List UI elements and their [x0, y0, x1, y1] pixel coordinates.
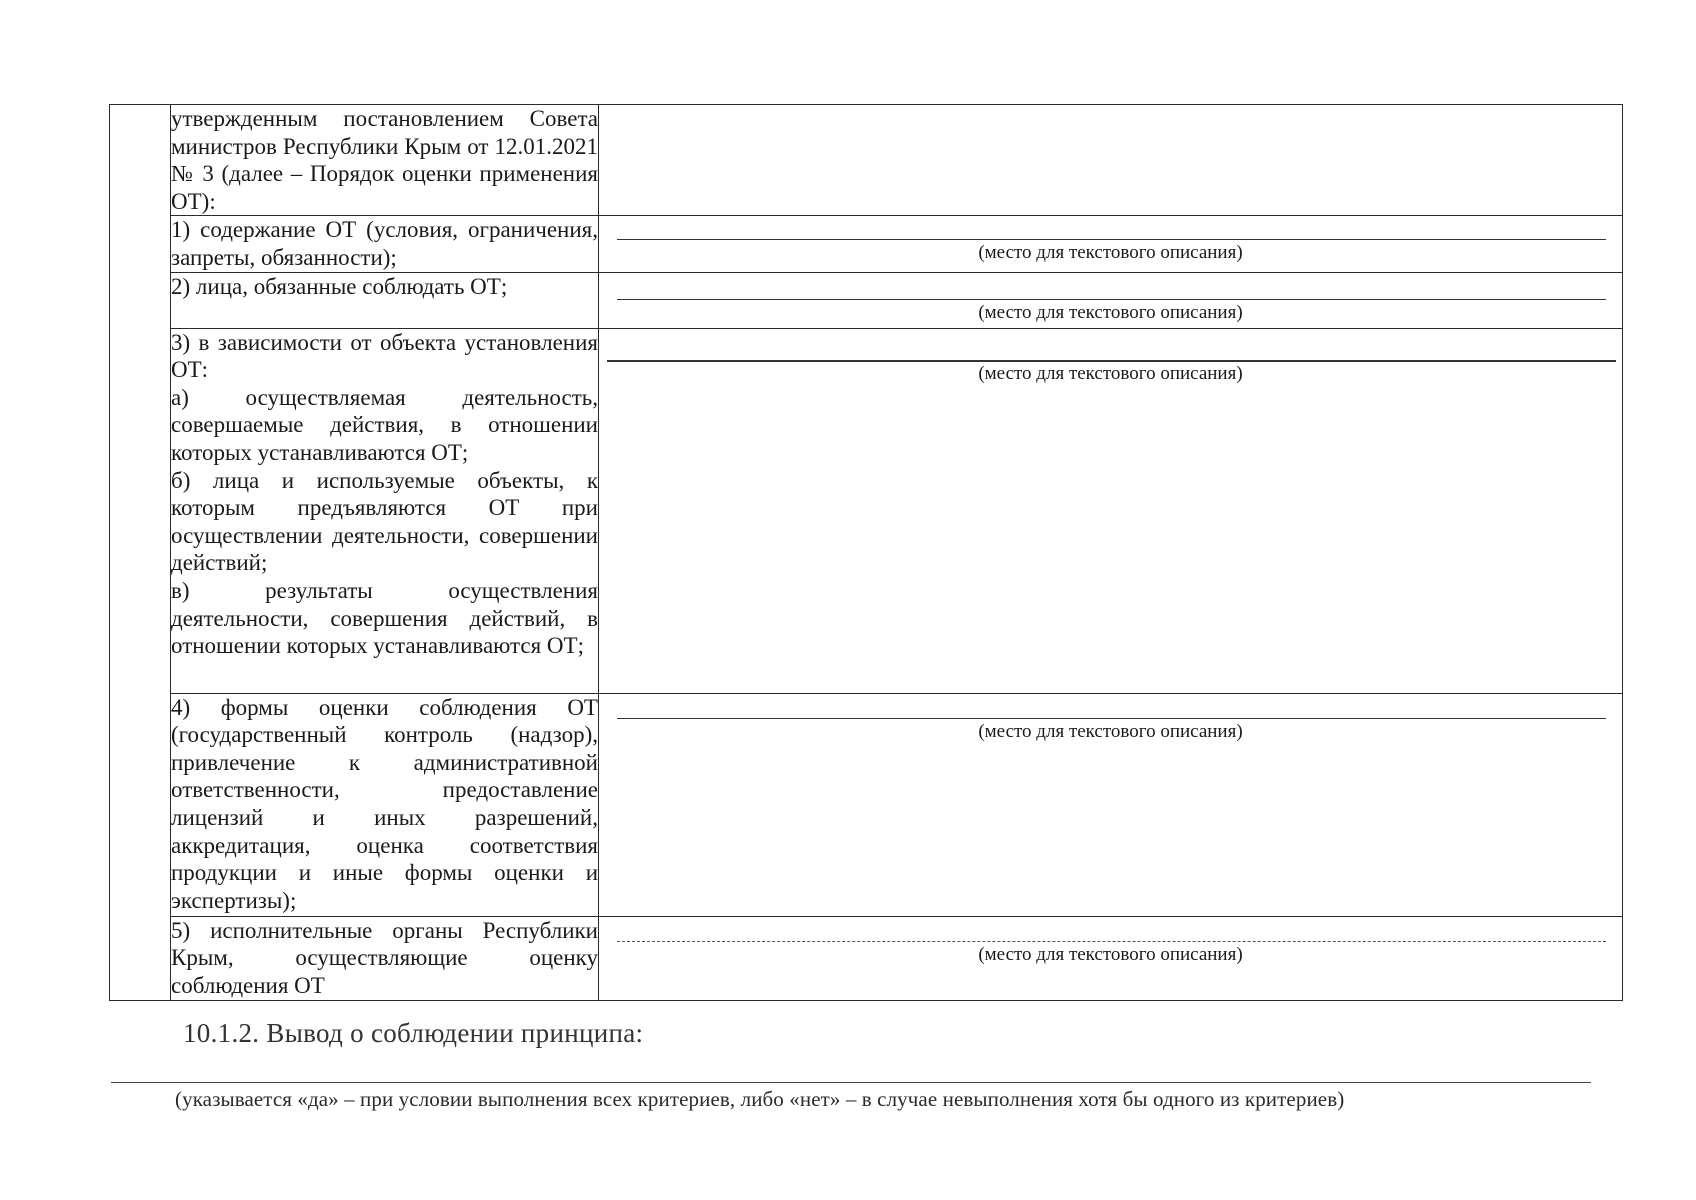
criterion-cell: [171, 693, 599, 916]
field-caption: (место для текстового описания): [978, 943, 1243, 965]
criterion-subitem: а) осуществляемая деятельность, совершаемые действия, в отношении которых устанавливаются ОТ;: [171, 384, 598, 465]
table-row: [110, 105, 1623, 216]
criterion-subitem: в) результаты осуществления деятельности, совершения действий, в отношении которых устанавливаются ОТ;: [171, 577, 598, 659]
criterion-text: 5) исполнительные органы Республики Крым, осуществляющие оценку соблюдения ОТ: [171, 917, 598, 998]
table-row: [110, 272, 1623, 328]
table-row: [110, 216, 1623, 272]
description-field[interactable]: [599, 693, 1623, 916]
criterion-cell: [171, 916, 599, 1000]
input-line: [617, 239, 1606, 240]
input-line: [617, 718, 1606, 719]
field-caption: (место для текстового описания): [978, 720, 1243, 742]
field-caption: (место для текстового описания): [978, 242, 1243, 264]
conclusion-note: (указывается «да» – при условии выполнения всех критериев, либо «нет» – в случае невыполнения хотя бы одного из критериев): [175, 1087, 1345, 1111]
input-line: [607, 360, 1616, 362]
conclusion-input-line[interactable]: [111, 1082, 1591, 1083]
description-field[interactable]: [599, 328, 1623, 693]
table-row: [110, 916, 1623, 1000]
criterion-cell: [171, 105, 599, 216]
description-field[interactable]: [599, 916, 1623, 1000]
criterion-cell: [171, 216, 599, 272]
input-line: [617, 299, 1606, 300]
criterion-text: утвержденным постановлением Совета министров Республики Крым от 12.01.2021 № 3 (далее – Порядок оценки применения ОТ):: [171, 106, 598, 214]
description-field[interactable]: [599, 272, 1623, 328]
field-caption: (место для текстового описания): [978, 362, 1243, 384]
description-field[interactable]: [599, 216, 1623, 272]
number-cell: [110, 105, 171, 1001]
field-caption: (место для текстового описания): [978, 301, 1243, 323]
criterion-cell: [171, 328, 599, 693]
criterion-text: 4) формы оценки соблюдения ОТ (государственный контроль (надзор), привлечение к административной ответственности, предоставление лицензий и иных разрешений, аккредитация, оценка соответствия продукции и иные формы оценки и экспертизы);: [171, 694, 598, 913]
criteria-table: [109, 104, 1623, 1001]
criterion-cell: [171, 272, 599, 328]
criterion-subitem: б) лица и используемые объекты, к которым предъявляются ОТ при осуществлении деятельности, совершении действий;: [171, 467, 598, 576]
description-cell: [599, 105, 1623, 216]
conclusion-heading: 10.1.2. Вывод о соблюдении принципа:: [183, 1018, 644, 1048]
input-line: [617, 941, 1606, 942]
table-row: [110, 328, 1623, 693]
criterion-text: 1) содержание ОТ (условия, ограничения, запреты, обязанности);: [171, 217, 598, 270]
criterion-text: 2) лица, обязанные соблюдать ОТ;: [171, 273, 508, 299]
table-row: [110, 693, 1623, 916]
criterion-text: 3) в зависимости от объекта установления ОТ:: [171, 329, 598, 383]
